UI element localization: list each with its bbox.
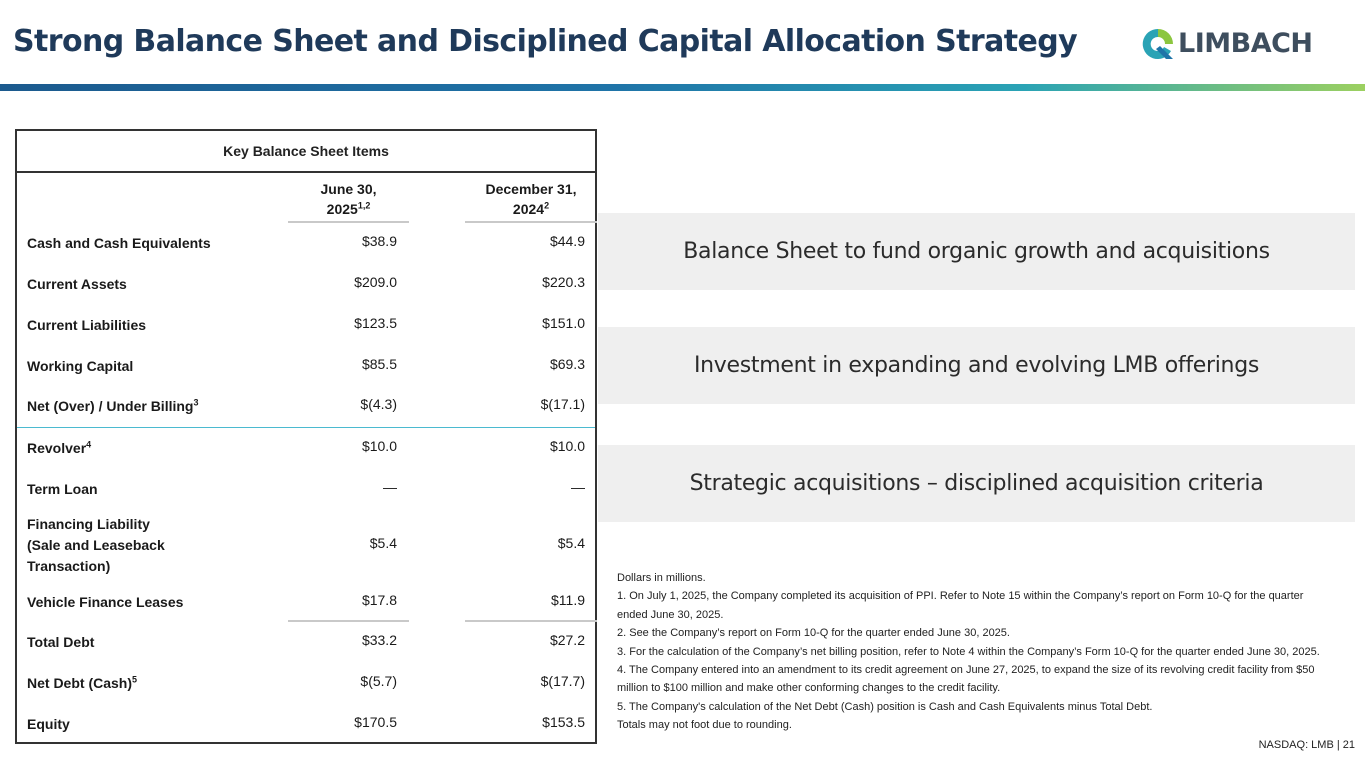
subtotal-underline [288, 620, 409, 622]
footnote-ref: 4 [86, 439, 92, 450]
table-heading: Key Balance Sheet Items [17, 131, 595, 173]
row-label: Net Debt (Cash)$^5$ [27, 674, 138, 691]
value-december: — [571, 479, 585, 495]
row-label: Total Debt [27, 634, 95, 650]
value-june: $209.0 [354, 274, 397, 290]
limbach-logo [1140, 26, 1313, 62]
value-december: $(17.1) [540, 396, 585, 412]
footnote: 2. See the Company’s report on Form 10-Q for the quarter ended June 30, 2025. [617, 627, 1010, 640]
value-december: $153.5 [542, 714, 585, 730]
subtotal-underline [465, 620, 597, 622]
row-label: Current Liabilities [27, 317, 147, 333]
row-label: Vehicle Finance Leases [27, 594, 184, 610]
row-label: Equity [27, 716, 70, 732]
footnote: 3. For the calculation of the Company’s net billing position, refer to Note 4 within the Company’s Form 10-Q for the quarter ended June 30, 2025. [617, 645, 1320, 658]
value-june: $10.0 [361, 438, 397, 454]
value-december: $27.2 [549, 632, 585, 648]
value-june: $38.9 [361, 233, 397, 249]
footnote-ref: 5 [132, 674, 138, 685]
footnotes [617, 569, 1337, 735]
header-gradient-bar [0, 84, 1365, 91]
column-header-december [465, 179, 597, 219]
value-december: $(17.7) [540, 673, 585, 689]
row-label: Term Loan [27, 481, 98, 497]
section-divider [17, 427, 595, 428]
value-june: $123.5 [354, 315, 397, 331]
row-label-multiline: Financing Liability (Sale and Leaseback Transaction) [27, 516, 165, 574]
row-label: Revolver$^4$ [27, 439, 92, 456]
row-label: Cash and Cash Equivalents [27, 235, 211, 251]
page-footer: NASDAQ: LMB | 21 [1258, 739, 1355, 751]
footnote: 1. On July 1, 2025, the Company completed its acquisition of PPI. Refer to Note 15 within the Company’s report on Form 10-Q for the quarter ended June 30, 2025. [617, 590, 1304, 621]
column-underline [465, 221, 597, 223]
value-june: $85.5 [361, 356, 397, 372]
callout-investment: Investment in expanding and evolving LMB offerings [598, 327, 1355, 404]
logo-wordmark: LIMBACH [1178, 28, 1313, 59]
callout-balance-sheet: Balance Sheet to fund organic growth and acquisitions [598, 213, 1355, 290]
callout-acquisitions: Strategic acquisitions – disciplined acquisition criteria [598, 445, 1355, 522]
row-label: Current Assets [27, 276, 127, 292]
value-december: $5.4 [557, 535, 585, 551]
column-header-year: 2024 [512, 201, 545, 217]
column-header-line: June 30, [320, 181, 377, 197]
value-december: $69.3 [549, 356, 585, 372]
value-december: $11.9 [551, 592, 585, 608]
value-june: $(4.3) [360, 396, 397, 412]
value-june: $170.5 [354, 714, 397, 730]
footnote: 5. The Company's calculation of the Net Debt (Cash) position is Cash and Cash Equivalents minus Total Debt. [617, 700, 1153, 713]
value-june: $33.2 [361, 632, 397, 648]
value-december: $151.0 [542, 315, 585, 331]
footnote-ref: 3 [193, 397, 199, 408]
footnote-ref: 2 [544, 200, 550, 211]
footnote-ref: 1,2 [357, 200, 371, 211]
column-header-year: 2025 [326, 201, 358, 217]
value-june: — [383, 479, 397, 495]
value-december: $44.9 [549, 233, 585, 249]
column-header-june [288, 179, 409, 219]
footnote: Totals may not foot due to rounding. [617, 719, 792, 732]
value-december: $220.3 [542, 274, 585, 290]
value-december: $10.0 [549, 438, 585, 454]
footnote: 4. The Company entered into an amendment to its credit agreement on June 27, 2025, to expand the size of its revolving credit facility from $50 million to $100 million and make other conforming changes to the credit facility. [617, 664, 1315, 695]
limbach-logo-icon [1140, 26, 1176, 62]
balance-sheet-table [15, 129, 597, 744]
column-header-line: December 31, [485, 181, 577, 197]
row-label: Working Capital [27, 358, 134, 374]
value-june: $17.8 [361, 592, 397, 608]
value-june: $(5.7) [360, 673, 397, 689]
footnote: Dollars in millions. [617, 572, 706, 584]
column-underline [288, 221, 409, 223]
row-label: Net (Over) / Under Billing$^3$ [27, 397, 199, 414]
value-june: $5.4 [369, 535, 397, 551]
page-title: Strong Balance Sheet and Disciplined Capital Allocation Strategy [13, 24, 1078, 59]
